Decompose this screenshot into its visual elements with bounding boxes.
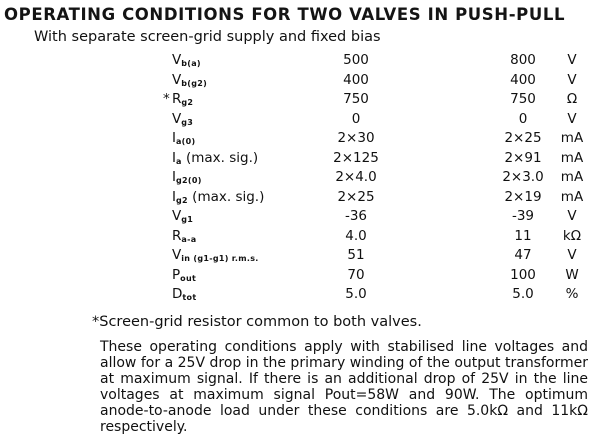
- value-col-1: 4.0: [345, 227, 367, 244]
- parameter-symbol: V: [172, 110, 182, 127]
- parameter-label: [172, 111, 193, 127]
- page-subtitle: With separate screen-grid supply and fixed bias: [34, 29, 381, 45]
- parameter-label: [172, 150, 258, 166]
- parameter-subscript: b(a): [181, 59, 201, 68]
- unit-cell: mA: [560, 188, 584, 205]
- parameter-symbol: D: [172, 286, 183, 302]
- table-row: [0, 109, 598, 129]
- unit-cell: %: [565, 286, 579, 302]
- parameter-symbol: V: [172, 247, 182, 263]
- unit-cell: kΩ: [562, 227, 582, 244]
- unit-cell: V: [567, 208, 577, 224]
- parameter-label: [172, 189, 264, 205]
- parameter-subscript: a: [175, 156, 182, 166]
- value-col-1: 400: [343, 71, 369, 88]
- value-col-2: 2×3.0: [502, 169, 544, 185]
- value-col-2: 750: [510, 91, 536, 107]
- parameter-label: [172, 286, 196, 302]
- table-row: [0, 148, 598, 168]
- table-row: [0, 245, 598, 265]
- parameter-subscript: g1: [181, 215, 194, 224]
- value-col-2: 400: [510, 71, 536, 88]
- page-title: OPERATING CONDITIONS FOR TWO VALVES IN PUSH-PULL: [4, 5, 566, 24]
- parameter-subscript: b(g2): [181, 78, 208, 88]
- value-col-1: 5.0: [345, 286, 367, 302]
- parameter-symbol: I: [172, 149, 176, 166]
- parameter-symbol: P: [172, 266, 181, 283]
- parameter-subscript: out: [180, 273, 197, 283]
- parameter-label: [163, 91, 194, 107]
- parameter-subscript: g2: [181, 98, 194, 107]
- table-row: [0, 284, 598, 304]
- parameter-label: [172, 130, 195, 146]
- value-col-2: 2×91: [504, 149, 542, 166]
- notes-paragraph: These operating conditions apply with stabilised line voltages and allow for a 25V drop in the primary winding of the output transformer at maximum signal. If there is an additional drop of 25V in the line voltages at maximum signal Pout=58W and 90W. The optimum anode-to-anode load under these conditions are 5.0kΩ and 11kΩ respectively.: [100, 339, 588, 436]
- table-row: [0, 167, 598, 187]
- value-col-1: 51: [347, 247, 365, 263]
- value-col-2: 100: [510, 266, 536, 283]
- value-col-2: 11: [514, 227, 532, 244]
- unit-cell: V: [567, 110, 577, 127]
- parameter-label: [172, 72, 207, 88]
- value-col-1: 0: [351, 110, 361, 127]
- parameter-symbol: V: [172, 208, 182, 224]
- value-col-1: 2×30: [337, 130, 375, 146]
- parameter-subscript: tot: [182, 293, 197, 302]
- unit-cell: mA: [560, 169, 584, 185]
- value-col-2: 2×19: [504, 188, 542, 205]
- parameter-label: [172, 52, 201, 68]
- parameter-symbol: I: [172, 130, 176, 146]
- table-row: [0, 70, 598, 90]
- unit-cell: mA: [560, 149, 584, 166]
- value-col-1: 2×25: [337, 188, 375, 205]
- footnote-mark: *: [163, 91, 170, 107]
- table-row: [0, 206, 598, 226]
- parameter-subscript: g2(0): [175, 176, 202, 185]
- parameter-label: [172, 208, 193, 224]
- table-row: [0, 226, 598, 246]
- unit-cell: V: [567, 247, 577, 263]
- parameter-symbol: R: [172, 227, 182, 244]
- value-col-1: -36: [344, 208, 368, 224]
- parameter-label: [172, 169, 202, 185]
- value-col-1: 750: [343, 91, 369, 107]
- table-row: [0, 187, 598, 207]
- parameter-symbol: V: [172, 71, 182, 88]
- value-col-2: 0: [518, 110, 528, 127]
- unit-cell: mA: [560, 130, 584, 146]
- table-row: [0, 50, 598, 70]
- footnote: *Screen-grid resistor common to both valves.: [92, 314, 422, 330]
- value-col-2: -39: [511, 208, 535, 224]
- value-col-1: 70: [347, 266, 365, 283]
- value-col-2: 5.0: [512, 286, 534, 302]
- value-col-2: 800: [510, 52, 536, 68]
- value-col-1: 2×4.0: [335, 169, 377, 185]
- parameter-subscript: a-a: [181, 234, 197, 244]
- value-col-1: 2×125: [333, 149, 379, 166]
- table-row: [0, 89, 598, 109]
- unit-cell: W: [565, 266, 579, 283]
- parameter-label: [172, 267, 196, 283]
- parameter-symbol: I: [172, 169, 176, 185]
- unit-cell: Ω: [566, 91, 578, 107]
- parameter-qualifier: (max. sig.): [187, 188, 265, 205]
- parameter-label: [172, 247, 259, 263]
- operating-conditions-table: [0, 50, 598, 304]
- parameter-subscript: g3: [181, 117, 194, 127]
- unit-cell: V: [567, 52, 577, 68]
- value-col-2: 47: [514, 247, 532, 263]
- parameter-symbol: I: [172, 188, 176, 205]
- parameter-subscript: a(0): [175, 137, 196, 146]
- table-row: [0, 128, 598, 148]
- value-col-2: 2×25: [504, 130, 542, 146]
- unit-cell: V: [567, 71, 577, 88]
- table-row: [0, 265, 598, 285]
- parameter-label: [172, 228, 196, 244]
- parameter-symbol: V: [172, 52, 182, 68]
- parameter-symbol: R: [172, 91, 182, 107]
- parameter-subscript: in (g1-g1) r.m.s.: [181, 254, 259, 263]
- parameter-subscript: g2: [175, 195, 188, 205]
- value-col-1: 500: [343, 52, 369, 68]
- parameter-qualifier: (max. sig.): [181, 149, 259, 166]
